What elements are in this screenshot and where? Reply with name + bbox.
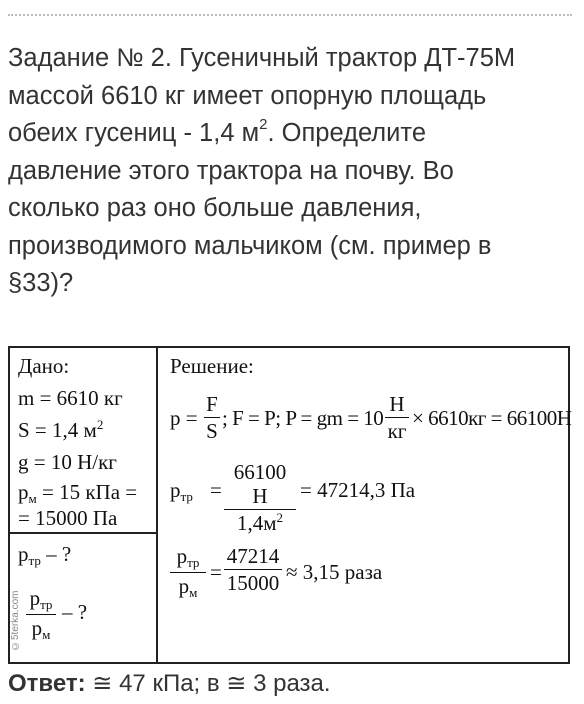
formula-weight-result: × 6610кг = 66100Н [412, 406, 572, 430]
find-tractor-pressure: pтр – ? [18, 542, 72, 568]
answer-text: ≅ 47 кПа; в ≅ 3 раза. [85, 670, 331, 697]
task-line: сколько раз оно больше давления, [8, 194, 422, 222]
task-line: §33)? [8, 269, 74, 297]
solution-header: Решение: [170, 354, 254, 378]
top-divider [8, 14, 572, 16]
task-line: массой 6610 кг имеет опорную площадь [8, 81, 487, 110]
find-ratio-fraction: pтр pм [26, 586, 56, 643]
formula-pressure-result: = 47214,3 Па [300, 478, 416, 502]
task-line: производимого мальчиком (см. пример в [8, 231, 492, 260]
answer [8, 668, 331, 700]
answer-label: Ответ: [8, 670, 86, 697]
formula-equals: = [210, 478, 222, 502]
given-gravity: g = 10 Н/кг [18, 450, 117, 474]
formula-force-weight: ; F = P; P = gm = 10 [222, 406, 384, 430]
formula-tractor-pressure-lhs: pтр [170, 478, 193, 504]
formula-pressure-fraction: 66100 Н $1,4м^2$ [224, 460, 296, 538]
formula-ratio-equals: = [210, 560, 222, 584]
given-boy-pressure: pм = 15 кПа = [18, 480, 138, 506]
formula-pressure-lhs: p = [170, 406, 198, 430]
formula-unit-n-per-kg: Н кг [385, 392, 409, 443]
given-boy-pressure-pa: = 15000 Па [18, 506, 118, 530]
task-line: обеих гусениц - 1,4 $м^2$. Определите [8, 115, 426, 147]
formula-ratio-fraction: pтр pм [170, 544, 206, 601]
given-mass: m = 6610 кг [18, 386, 123, 410]
given-divider [10, 532, 158, 534]
formula-f-over-s: F S [204, 392, 220, 443]
watermark: ©5terka.com [10, 590, 21, 652]
solution-image [8, 346, 570, 664]
given-area: S = 1,4 $м^2$ [18, 417, 104, 442]
formula-ratio-values: 47214 15000 [224, 544, 282, 595]
task-line: Задание № 2. Гусеничный трактор ДТ-75М [8, 44, 516, 72]
given-header: Дано: [18, 354, 70, 378]
formula-ratio-result: ≈ 3,15 раза [286, 560, 383, 584]
column-divider [156, 348, 158, 662]
task-text [8, 40, 568, 303]
task-line: давление этого трактора на почву. Во [8, 156, 454, 185]
find-ratio-question: – ? [62, 600, 88, 624]
